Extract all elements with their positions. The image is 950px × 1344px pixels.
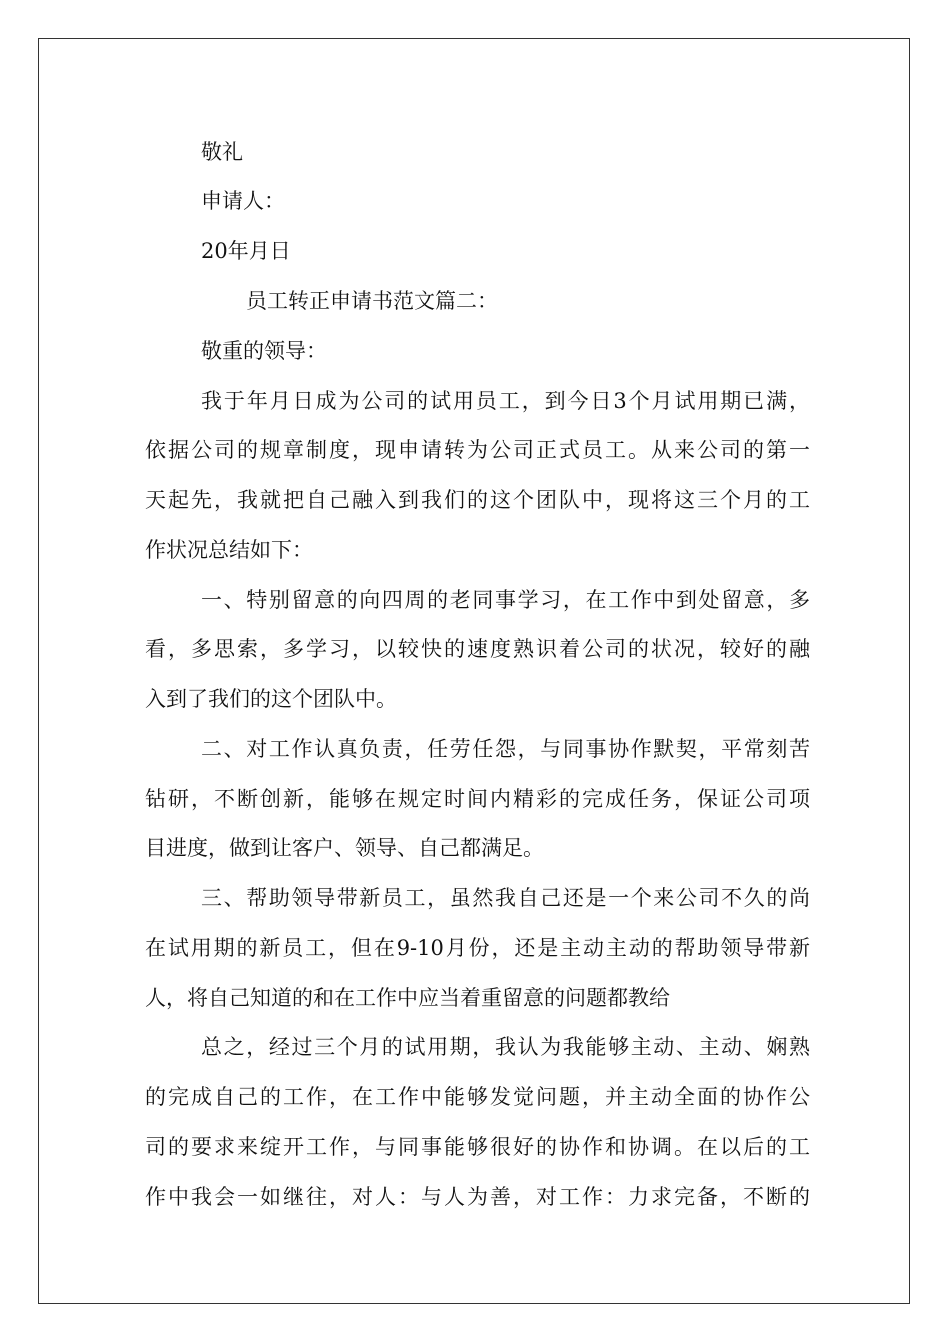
paragraph-line: 目进度，做到让客户、领导、自己都满足。: [145, 836, 544, 860]
paragraph-line: 钻研，不断创新，能够在规定时间内精彩的完成任务，保证公司项: [145, 787, 810, 811]
paragraph-line: 总之，经过三个月的试用期，我认为我能够主动、主动、娴熟: [201, 1035, 810, 1059]
paragraph-line: 二、对工作认真负责，任劳任怨，与同事协作默契，平常刻苦: [201, 737, 810, 761]
paragraph-line: 司的要求来绽开工作，与同事能够很好的协作和协调。在以后的工: [145, 1135, 810, 1159]
closing-salutation: 敬礼: [201, 140, 243, 164]
paragraph-line: 人，将自己知道的和在工作中应当着重留意的问题都教给: [145, 986, 670, 1010]
date-line: 20年月日: [201, 239, 291, 263]
paragraph-line: 看，多思索，多学习，以较快的速度熟识着公司的状况，较好的融: [145, 637, 810, 661]
paragraph-line: 作状况总结如下：: [145, 538, 313, 562]
applicant-line: 申请人：: [201, 189, 285, 213]
paragraph-line: 天起先，我就把自己融入到我们的这个团队中，现将这三个月的工: [145, 488, 810, 512]
paragraph-line: 作中我会一如继往，对人：与人为善，对工作：力求完备，不断的: [145, 1185, 810, 1209]
paragraph-line: 我于年月日成为公司的试用员工，到今日3个月试用期已满，: [201, 389, 810, 413]
paragraph-line: 三、帮助领导带新员工，虽然我自己还是一个来公司不久的尚: [201, 886, 810, 910]
paragraph-line: 一、特别留意的向四周的老同事学习，在工作中到处留意，多: [201, 588, 810, 612]
page-border: [38, 38, 910, 1304]
paragraph-line: 依据公司的规章制度，现申请转为公司正式员工。从来公司的第一: [145, 438, 810, 462]
paragraph-line: 的完成自己的工作，在工作中能够发觉问题，并主动全面的协作公: [145, 1085, 810, 1109]
paragraph-line: 在试用期的新员工，但在9-10月份，还是主动主动的帮助领导带新: [145, 936, 810, 960]
section-title: 员工转正申请书范文篇二：: [246, 289, 498, 313]
paragraph-line: 入到了我们的这个团队中。: [145, 687, 397, 711]
greeting-line: 敬重的领导：: [201, 339, 327, 363]
